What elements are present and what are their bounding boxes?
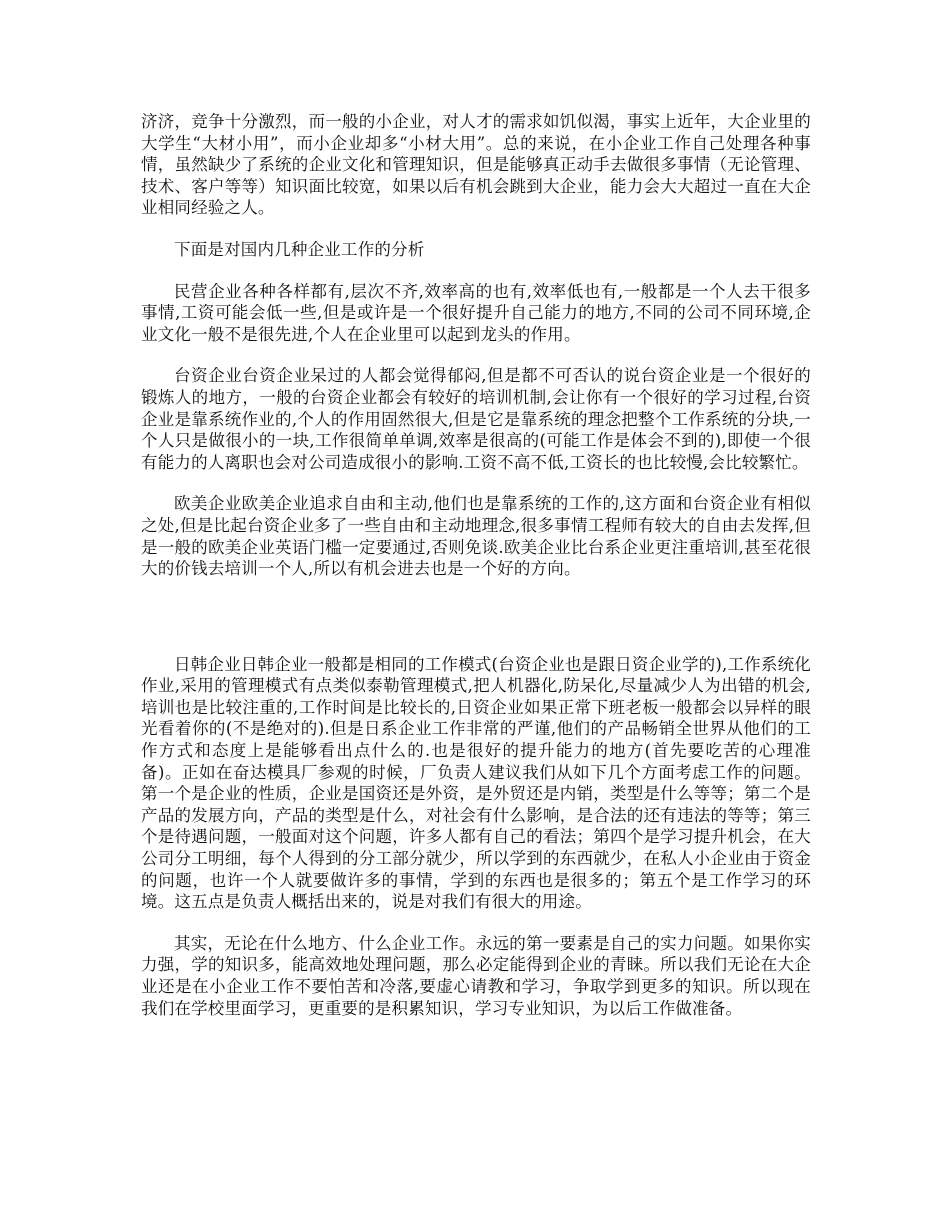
section-intro: 下面是对国内几种企业工作的分析 xyxy=(174,239,425,259)
paragraph-taiwan-enterprise: 台资企业台资企业呆过的人都会觉得郁闷,但是都不可否认的说台资企业是一个很好的锻炼人的地方，一般的台资企业都会有较好的培训机制,会让你有一个很好的学习过程,台资企业是靠系统作业的,个人的作用固然很大,但是它是靠系统的理念把整个工作系统的分块,一个人只是做很小的一块,工作很简单单调,效率是很高的(可能工作是体会不到的),即使一个很有能力的人离职也会对公司造成很小的影响.工资不高不低,工资长的也比较慢,会比较繁忙。 xyxy=(141,366,811,472)
document-body xyxy=(141,111,811,1039)
paragraph-western-enterprise: 欧美企业欧美企业追求自由和主动,他们也是靠系统的工作的,这方面和台资企业有相似之处,但是比起台资企业多了一些自由和主动地理念,很多事情工程师有较大的自由去发挥,但是一般的欧美企业英语门槛一定要通过,否则免谈.欧美企业比台系企业更注重培训,甚至花很大的价钱去培训一个人,所以有机会进去也是一个好的方向。 xyxy=(141,494,811,579)
paragraph-private-enterprise: 民营企业各种各样都有,层次不齐,效率高的也有,效率低也有,一般都是一个人去干很多事情,工资可能会低一些,但是或许是一个很好提升自己能力的地方,不同的公司不同环境,企业文化一般不是很先进,个人在企业里可以起到龙头的作用。 xyxy=(141,281,811,344)
paragraph-conclusion: 其实，无论在什么地方、什么企业工作。永远的第一要素是自己的实力问题。如果你实力强，学的知识多，能高效地处理问题，那么必定能得到企业的青睐。所以我们无论在大企业还是在小企业工作不要怕苦和冷落,要虚心请教和学习，争取学到更多的知识。所以现在我们在学校里面学习，更重要的是积累知识，学习专业知识，为以后工作做准备。 xyxy=(141,933,811,1018)
paragraph-continuation: 济济，竞争十分激烈，而一般的小企业，对人才的需求如饥似渴，事实上近年，大企业里的大学生“大材小用”，而小企业却多“小材大用”。总的来说，在小企业工作自己处理各种事情，虽然缺少了系统的企业文化和管理知识，但是能够真正动手去做很多事情（无论管理、技术、客户等等）知识面比较宽，如果以后有机会跳到大企业，能力会大大超过一直在大企业相同经验之人。 xyxy=(141,112,811,218)
paragraph-japan-korea-enterprise: 日韩企业日韩企业一般都是相同的工作模式(台资企业也是跟日资企业学的),工作系统化作业,采用的管理模式有点类似泰勒管理模式,把人机器化,防呆化,尽量减少人为出错的机会,培训也是比较注重的,工作时间是比较长的,日资企业如果正常下班老板一般都会以异样的眼光看着你的(不是绝对的).但是日系企业工作非常的严谨,他们的产品畅销全世界从他们的工作方式和态度上是能够看出点什么的.也是很好的提升能力的地方(首先要吃苦的心理准备)。正如在奋达模具厂参观的时候，厂负责人建议我们从如下几个方面考虑工作的问题。第一个是企业的性质，企业是国资还是外资，是外贸还是内销，类型是什么等等；第二个是产品的发展方向，产品的类型是什么，对社会有什么影响，是合法的还有违法的等等；第三个是待遇问题，一般面对这个问题，许多人都有自己的看法；第四个是学习提升机会，在大公司分工明细，每个人得到的分工部分就少，所以学到的东西就少，在私人小企业由于资金的问题，也许一个人就要做许多的事情，学到的东西也是很多的；第五个是工作学习的环境。这五点是负责人概括出来的，说是对我们有很大的用途。 xyxy=(141,654,811,912)
page-gap xyxy=(141,600,811,654)
